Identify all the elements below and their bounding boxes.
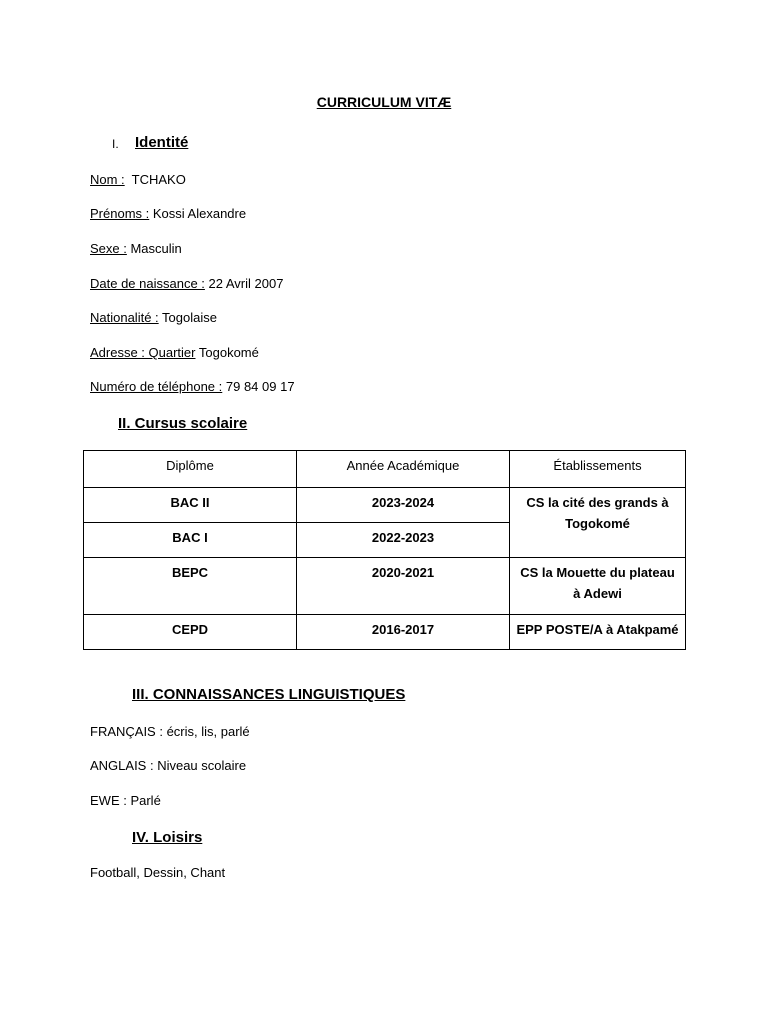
cell-etablissement: EPP POSTE/A à Atakpamé xyxy=(510,615,686,650)
field-date-naissance-value: 22 Avril 2007 xyxy=(204,276,284,291)
document-title: CURRICULUM VITÆ xyxy=(316,94,452,110)
field-nom-value: TCHAKO xyxy=(124,172,186,187)
field-adresse xyxy=(90,345,259,360)
table-row xyxy=(84,558,686,615)
column-header-diplome: Diplôme xyxy=(84,451,297,488)
cell-annee: 2023-2024 xyxy=(297,488,510,523)
table-header-row xyxy=(84,451,686,488)
section-langues-title: III. CONNAISSANCES LINGUISTIQUES xyxy=(132,686,406,703)
cell-etablissement: CS la Mouette du plateau à Adewi xyxy=(510,558,686,615)
field-date-naissance xyxy=(90,276,283,291)
field-nationalite xyxy=(90,310,217,325)
cell-diplome: BEPC xyxy=(84,558,297,615)
section-loisirs-title: IV. Loisirs xyxy=(132,829,203,846)
section-identite-title: Identité xyxy=(135,134,189,151)
field-adresse-value: Togokomé xyxy=(195,345,259,360)
langue-ewe: EWE : Parlé xyxy=(90,793,161,808)
cell-diplome: CEPD xyxy=(84,615,297,650)
column-header-annee: Année Académique xyxy=(297,451,510,488)
cell-annee: 2016-2017 xyxy=(297,615,510,650)
field-prenoms xyxy=(90,206,246,221)
cursus-table xyxy=(83,450,686,650)
field-sexe-label: Sexe : xyxy=(90,241,127,256)
table-row xyxy=(84,615,686,650)
cell-diplome: BAC I xyxy=(84,523,297,558)
cell-etablissement: CS la cité des grands à Togokomé xyxy=(510,488,686,558)
cell-diplome: BAC II xyxy=(84,488,297,523)
field-nationalite-label: Nationalité : xyxy=(90,310,159,325)
field-telephone xyxy=(90,379,295,394)
cell-annee: 2022-2023 xyxy=(297,523,510,558)
field-prenoms-value: Kossi Alexandre xyxy=(149,206,247,221)
field-prenoms-label: Prénoms : xyxy=(90,206,150,221)
langue-anglais: ANGLAIS : Niveau scolaire xyxy=(90,758,247,773)
field-sexe-value: Masculin xyxy=(126,241,182,256)
table-row xyxy=(84,488,686,523)
field-sexe xyxy=(90,241,182,256)
field-telephone-label: Numéro de téléphone : xyxy=(90,379,223,394)
column-header-etablissement: Établissements xyxy=(510,451,686,488)
field-nom xyxy=(90,172,186,187)
field-nom-label: Nom : xyxy=(90,172,125,187)
field-telephone-value: 79 84 09 17 xyxy=(222,379,295,394)
field-nationalite-value: Togolaise xyxy=(158,310,217,325)
section-cursus-title: II. Cursus scolaire xyxy=(118,415,248,432)
loisirs-text: Football, Dessin, Chant xyxy=(90,865,226,880)
field-date-naissance-label: Date de naissance : xyxy=(90,276,205,291)
field-adresse-label: Adresse : Quartier xyxy=(90,345,196,360)
section-identite-number: I. xyxy=(112,137,119,151)
langue-francais: FRANÇAIS : écris, lis, parlé xyxy=(90,724,250,739)
cell-annee: 2020-2021 xyxy=(297,558,510,615)
